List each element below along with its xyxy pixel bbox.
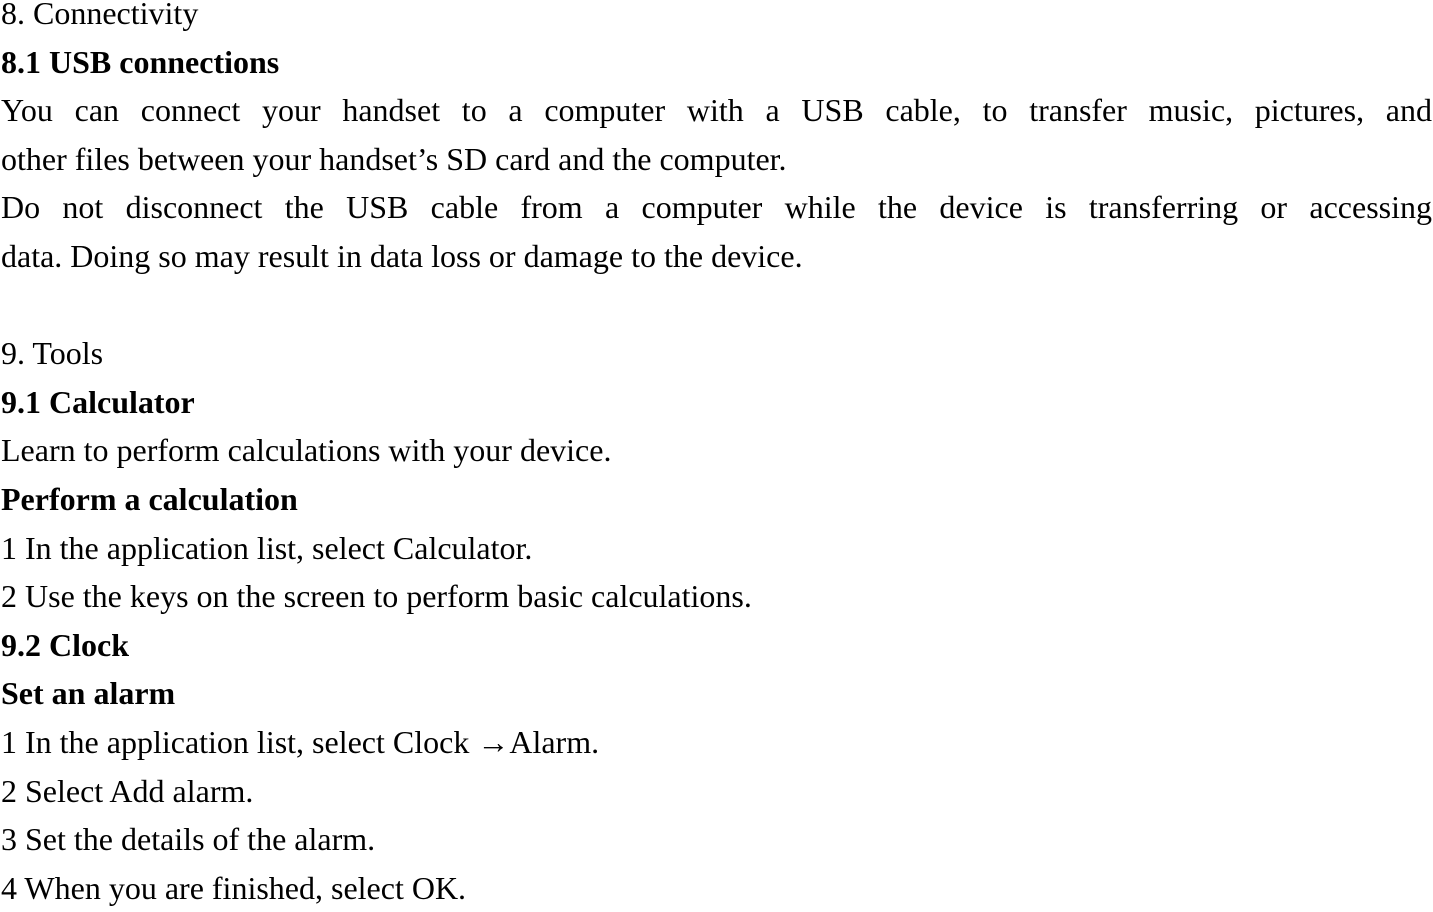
- usb-connections-heading: 8.1 USB connections: [1, 43, 280, 80]
- clock-heading: 9.2 Clock: [1, 626, 129, 663]
- alarm-step-4: 4 When you are finished, select OK.: [1, 869, 467, 906]
- document-page: [1, 0, 1432, 912]
- blank-line: [1, 281, 1432, 330]
- usb-paragraph-1-line-1: You can connect your handset to a computer with a USB cable, to transfer music, pictures, and: [1, 92, 1432, 129]
- alarm-step-2: 2 Select Add alarm.: [1, 772, 254, 809]
- calculator-step-2: 2 Use the keys on the screen to perform basic calculations.: [1, 578, 752, 615]
- alarm-step-3: 3 Set the details of the alarm.: [1, 821, 376, 858]
- usb-paragraph-2-line-1: Do not disconnect the USB cable from a computer while the device is transferring or accessing: [1, 189, 1432, 226]
- calculator-step-1: 1 In the application list, select Calculator.: [1, 529, 533, 566]
- usb-paragraph-1-line-2: other files between your handset’s SD card and the computer.: [1, 140, 787, 177]
- alarm-step-1: 1 In the application list, select Clock →Alarm.: [1, 723, 600, 760]
- section-9-heading: 9. Tools: [1, 335, 104, 372]
- section-8-heading: 8. Connectivity: [1, 0, 199, 31]
- usb-paragraph-2-line-2: data. Doing so may result in data loss or damage to the device.: [1, 237, 803, 274]
- set-alarm-heading: Set an alarm: [1, 675, 176, 712]
- calculator-heading: 9.1 Calculator: [1, 383, 195, 420]
- calculator-intro: Learn to perform calculations with your device.: [1, 432, 612, 469]
- perform-calculation-heading: Perform a calculation: [1, 480, 298, 517]
